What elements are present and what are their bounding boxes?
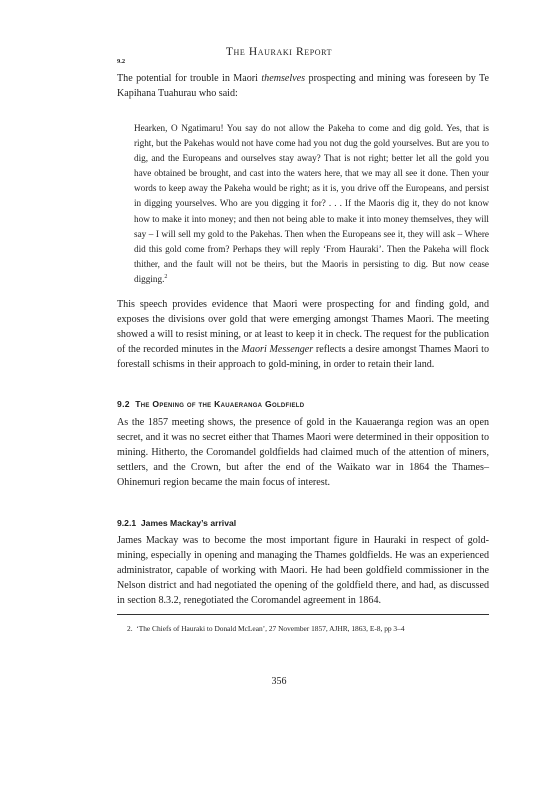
intro-text-start: The potential for trouble in Maori: [117, 73, 262, 84]
block-quote: [134, 121, 489, 287]
analysis-text-start: This speech provides evidence that Maori were prospecting for and finding gold, and exposes the divisions over gold that were emerging amongst Thames Maori. The meeting showed a will to resist mining, or at least to keep it in check. The request for the publication of the recorded minutes in the: [117, 299, 489, 355]
subsection-paragraph: James Mackay was to become the most important figure in Hauraki in respect of gold-mining, especially in opening and managing the Thames goldfields. He was an experienced administrator, capable of working with Maori. He had been goldfield commissioner in the Nelson district and had negotiated the opening of the goldfield there, and had, as discussed in section 8.3.2, renegotiated the Coromandel agreement in 1864.: [117, 535, 489, 606]
footnote-number: 2.: [127, 624, 133, 633]
footnote-reference[interactable]: 2: [164, 273, 168, 280]
subsection-heading: [117, 518, 489, 528]
section-title: The Opening of the Kauaeranga Goldfield: [135, 399, 305, 409]
section-tag: 9.2: [117, 58, 126, 65]
intro-paragraph: [117, 71, 489, 101]
intro-emphasis: themselves: [261, 73, 306, 84]
quote-text: Hearken, O Ngatimaru! You say do not allow the Pakeha to come and dig gold. Yes, that is right, but the Pakehas would not have come had you not dug the gold yourselves. But are you to dig, and the Europeans and ourselves stay away? That is not right; better let all the gold you have obtained be brought, and cast into the waters here, that we may all see it done. Then your words to keep away the Pakeha would be right; as it is, you drive off the Europeans, and persist in digging yourselves. Who are you digging it for? . . . If the Maoris dig it, they do not know how to make it into money; and then not being able to make it into money themselves, they will say – I will sell my gold to the Pakehas. Then when the Europeans see it, they will ask – Where did this gold come from? Perhaps they will reply ‘From Hauraki’. Then the Pakeha will flock thither, and the fault will not be theirs, but the Maoris in persisting to dig. But now cease digging.: [134, 123, 489, 284]
section-heading: [117, 399, 489, 409]
subsection-number: 9.2.1: [117, 518, 137, 528]
page-number: 356: [271, 676, 287, 687]
publication-title: Maori Messenger: [241, 344, 314, 355]
intro-text-end: prospecting and mining was foreseen by Te Kapihana Tuahurau who said:: [117, 73, 490, 99]
section-paragraph: As the 1857 meeting shows, the presence of gold in the Kauaeranga region was an open secret, and it was no secret either that Thames Maori were determined in their opposition to mining. Hitherto, the Coromandel goldfields had claimed much of the attention of miners, settlers, and the Crown, but after the end of the Waikato war in 1864 the Thames–Ohinemuri region became the main focus of interest.: [117, 417, 489, 488]
running-head: The Hauraki Report: [225, 46, 333, 58]
analysis-paragraph: [117, 297, 489, 372]
footnote-text: ‘The Chiefs of Hauraki to Donald McLean’, 27 November 1857, AJHR, 1863, E-8, pp 3–4: [136, 624, 405, 633]
section-number: 9.2: [117, 399, 130, 409]
analysis-text-end: reflects a desire amongst Thames Maori to forestall schisms in their approach to gold-mining, in order to retain their land.: [117, 344, 490, 370]
footnote: [127, 624, 489, 634]
subsection-title: James Mackay’s arrival: [140, 518, 237, 528]
footnote-divider: [117, 614, 489, 615]
